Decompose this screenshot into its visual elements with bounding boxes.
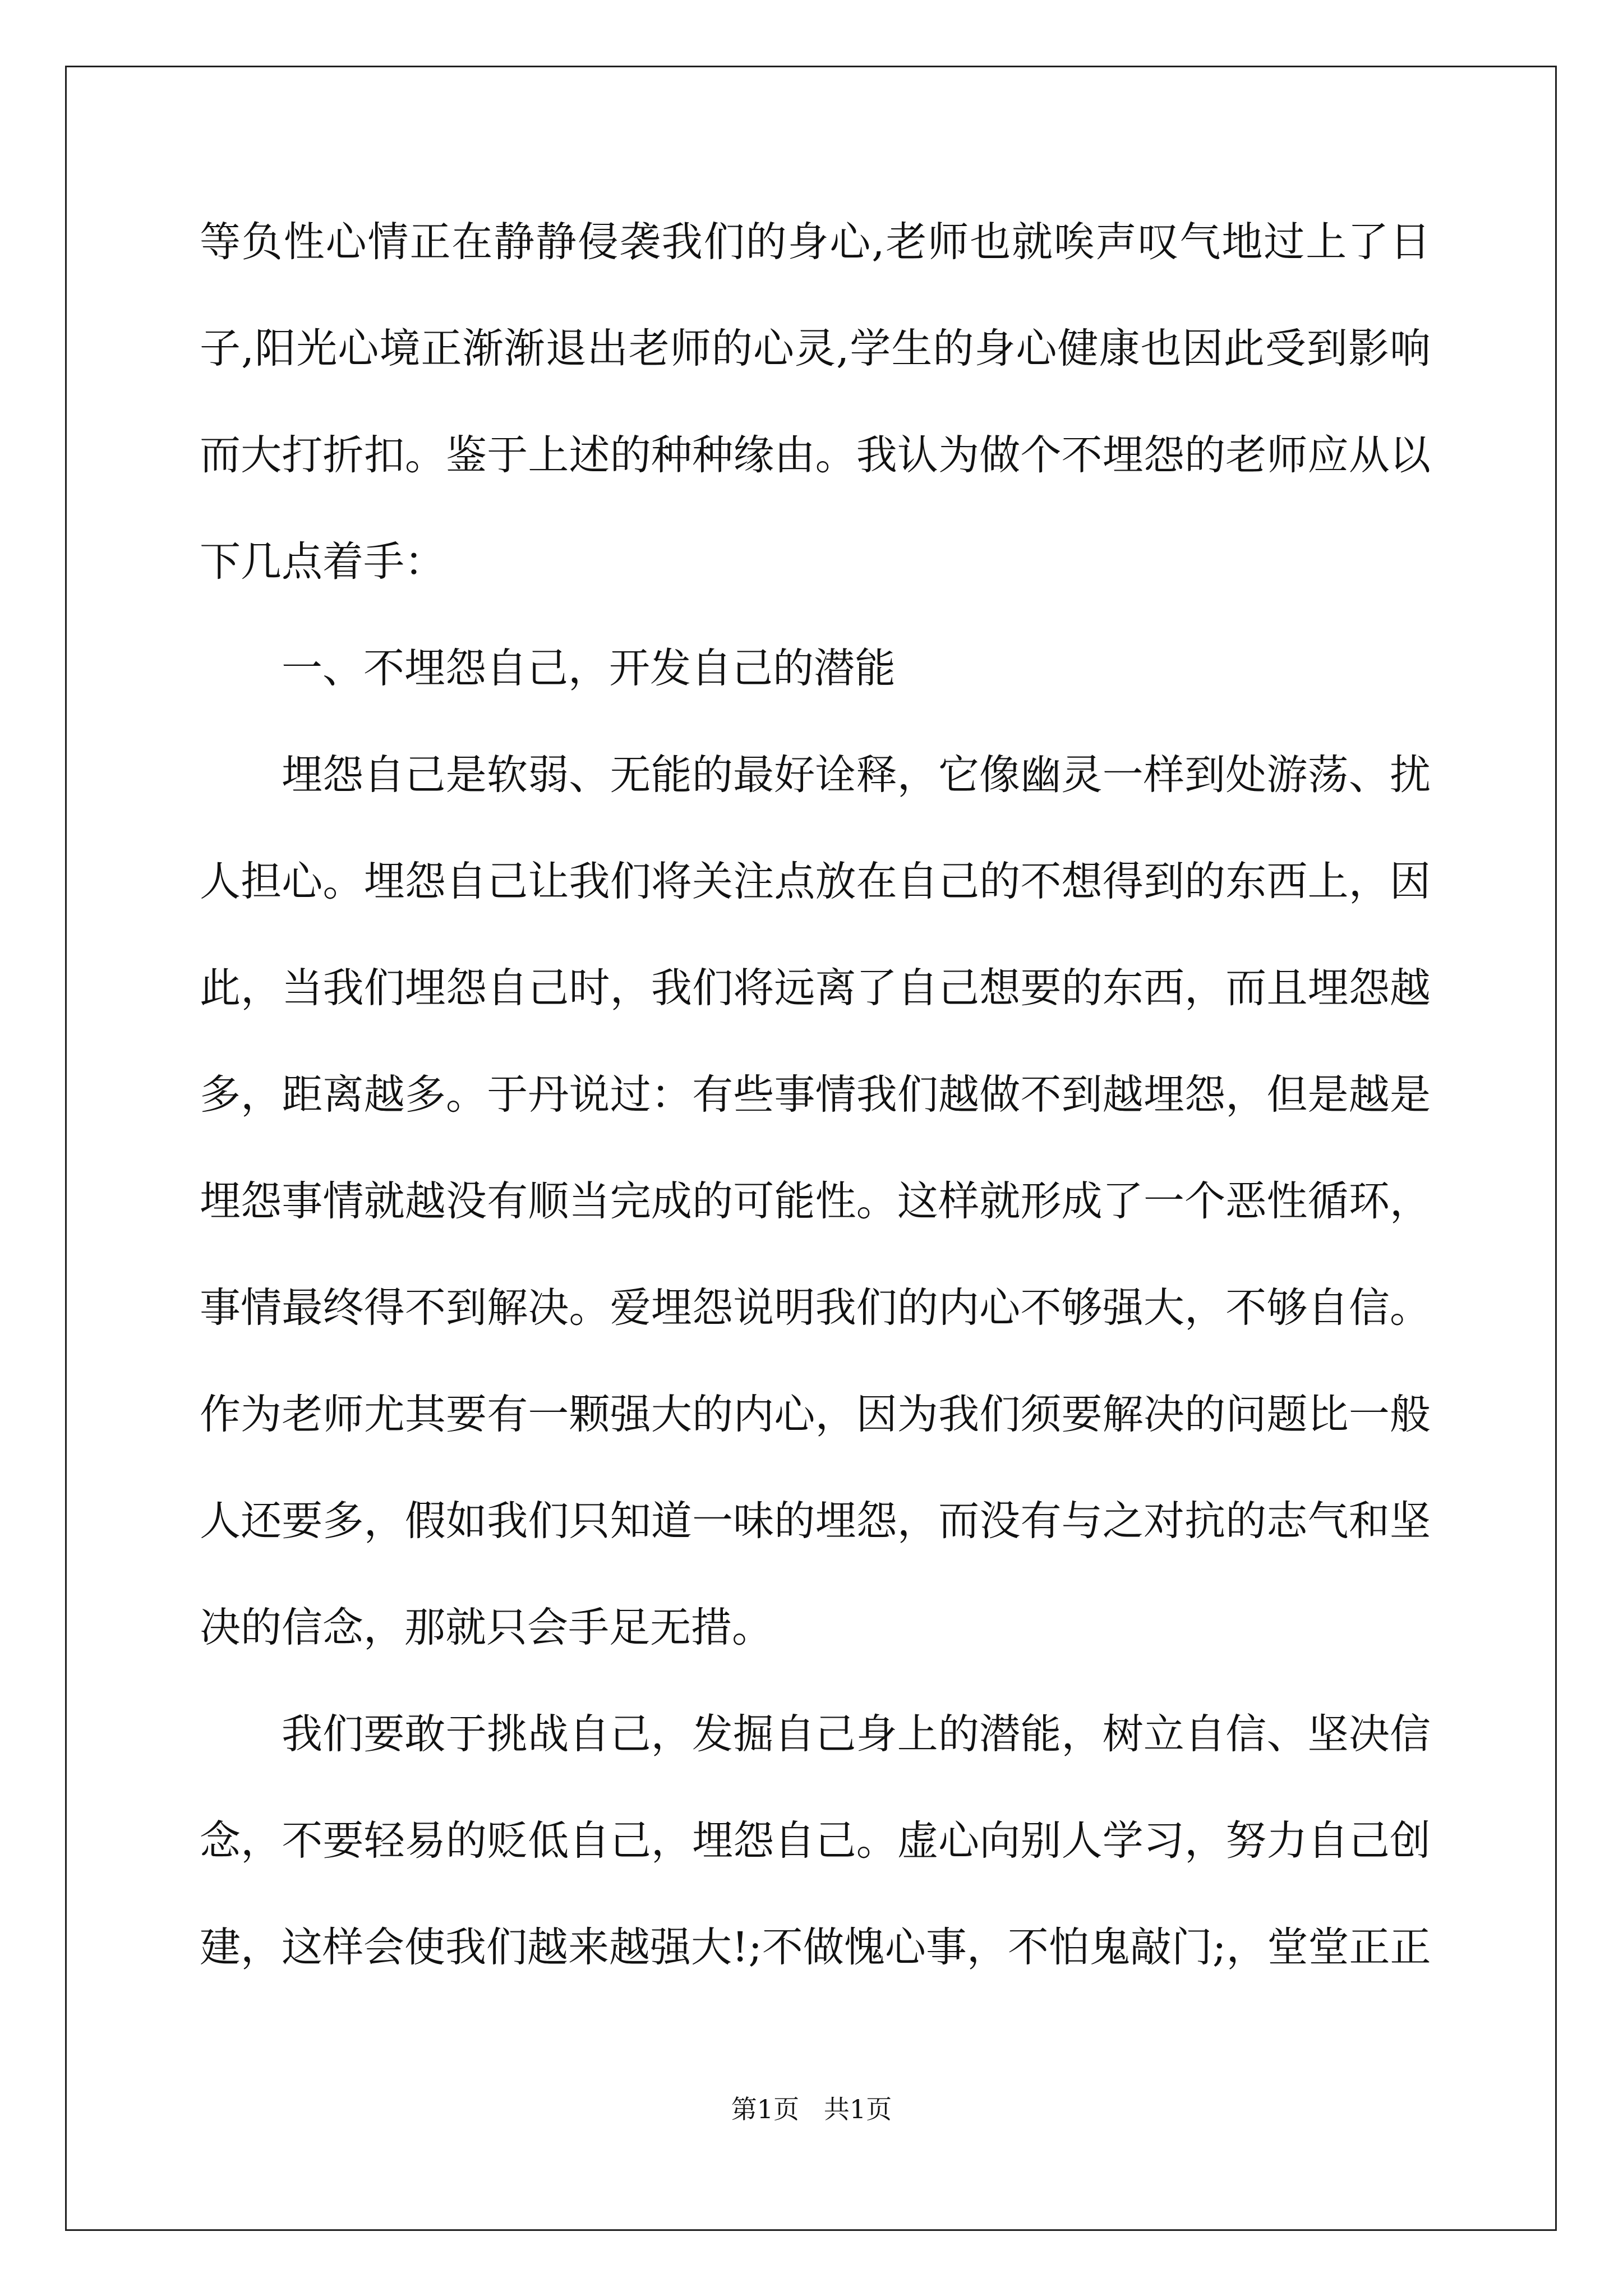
- text-line: 下几点着手：: [200, 538, 445, 586]
- page-border: [65, 66, 1557, 2231]
- text-line: 我们要敢于挑战自己，发掘自己身上的潜能，树立自信、坚决信: [282, 1710, 1431, 1758]
- text-line: 人还要多，假如我们只知道一味的埋怨，而没有与之对抗的志气和坚: [200, 1497, 1431, 1545]
- text-line: 子,阳光心境正渐渐退出老师的心灵,学生的身心健康也因此受到影响: [200, 325, 1431, 372]
- text-line: 埋怨自己是软弱、无能的最好诠释，它像幽灵一样到处游荡、扰: [282, 751, 1431, 799]
- text-line: 埋怨事情就越没有顺当完成的可能性。这样就形成了一个恶性循环，: [200, 1177, 1431, 1225]
- page-footer: 第1页 共1页: [731, 2094, 892, 2124]
- text-line: 人担心。埋怨自己让我们将关注点放在自己的不想得到的东西上，因: [200, 858, 1431, 905]
- text-line: 建，这样会使我们越来越强大!;不做愧心事，不怕鬼敲门;，堂堂正正: [200, 1924, 1431, 1971]
- text-line: 而大打折扣。鉴于上述的种种缘由。我认为做个不埋怨的老师应从以: [200, 431, 1431, 479]
- text-line: 决的信念，那就只会手足无措。: [200, 1604, 773, 1651]
- text-line: 念，不要轻易的贬低自己，埋怨自己。虚心向别人学习，努力自己创: [200, 1817, 1431, 1865]
- text-line: 作为老师尤其要有一颗强大的内心，因为我们须要解决的问题比一般: [200, 1391, 1431, 1438]
- text-line: 等负性心情正在静静侵袭我们的身心,老师也就唉声叹气地过上了日: [200, 218, 1431, 266]
- section-heading: 一、不埋怨自己，开发自己的潜能: [282, 645, 896, 692]
- text-line: 事情最终得不到解决。爱埋怨说明我们的内心不够强大，不够自信。: [200, 1284, 1431, 1332]
- text-line: 多，距离越多。于丹说过：有些事情我们越做不到越埋怨，但是越是: [200, 1071, 1431, 1119]
- text-line: 此，当我们埋怨自己时，我们将远离了自己想要的东西，而且埋怨越: [200, 964, 1431, 1012]
